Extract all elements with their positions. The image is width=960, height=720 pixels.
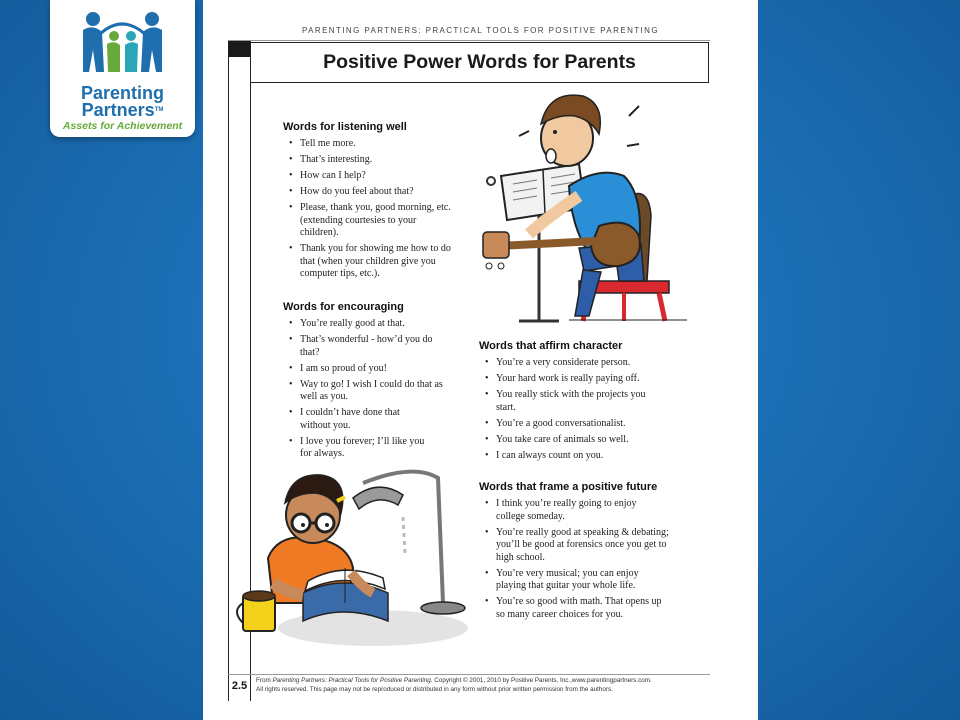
guitar-player-illustration [479,76,689,326]
side-bar-cap [229,41,250,57]
list-item: • Your hard work is really paying off. [479,373,709,386]
bullet-list [283,138,483,281]
list-item: • Thank you for showing me how to do that (when your children give you computer tips, etc.). [283,243,451,281]
section-heading: Words for encouraging [283,301,404,313]
list-item: • How can I help? [283,170,483,183]
list-item: • I love you forever; I’ll like you for always. [283,436,433,461]
list-item: • You’re a very considerate person. [479,357,709,370]
logo-word-partners: Partners™ [81,100,164,120]
logo-tagline: Assets for Achievement [62,120,183,132]
logo-word-parenting: Parenting [80,83,164,103]
footer-prefix: From [256,677,273,684]
section-future [479,481,709,625]
list-item: • How do you feel about that? [283,186,483,199]
worksheet-page [203,0,758,720]
footer-rule [228,674,710,675]
list-item: • You’re so good with math. That opens up so many career choices for you. [479,596,664,621]
list-item: • You’re very musical; you can enjoy playing that guitar your whole life. [479,568,664,593]
family-figures-icon [80,10,165,80]
list-item: • I can always count on you. [479,450,709,463]
reading-student-illustration [233,443,473,653]
list-item: • You’re really good at that. [283,318,483,331]
section-encouraging [283,301,483,464]
top-rule [228,40,710,41]
list-item: • That’s wonderful - how’d you do that? [283,334,433,359]
list-item: • You really stick with the projects you start. [479,389,649,414]
section-listening [283,121,483,284]
section-heading: Words that frame a positive future [479,481,658,493]
list-item: • Please, thank you, good morning, etc. (extending courtesies to your children). [283,202,453,240]
list-item: • I think you’re really going to enjoy college someday. [479,498,657,523]
footer-line-2: All rights reserved. This page may not be reproduced or distributed in any form without prior written permission from the authors. [256,685,613,693]
bullet-list [479,357,709,462]
footer-source-title: Parenting Partners: Practical Tools for Positive Parenting [272,677,431,684]
list-item: • Tell me more. [283,138,483,151]
list-item: • Way to go! I wish I could do that as well as you. [283,379,448,404]
bullet-list [479,498,709,621]
copyright-footer [256,677,706,694]
footer-copyright: . Copyright © 2001, 2010 by Positive Parents, Inc.,www.parentingpartners.com. [430,677,652,684]
parenting-partners-logo [50,0,195,137]
list-item: • You take care of animals so well. [479,434,709,447]
list-item: • You’re a good conversationalist. [479,418,709,431]
section-character [479,340,709,466]
logo-trademark: TM [154,107,164,113]
section-heading: Words for listening well [283,121,407,133]
section-heading: Words that affirm character [479,340,623,352]
page-title: Positive Power Words for Parents [323,51,636,73]
list-item: • That’s interesting. [283,154,483,167]
footer-line-1 [256,677,706,686]
list-item: • You’re really good at speaking & debating; you’ll be good at forensics once you get to high school. [479,527,669,565]
running-head: PARENTING PARTNERS: PRACTICAL TOOLS FOR POSITIVE PARENTING [302,26,659,35]
bullet-list [283,318,483,461]
list-item: • I couldn’t have done that without you. [283,407,413,432]
list-item: • I am so proud of you! [283,363,483,376]
page-number: 2.5 [231,680,248,692]
